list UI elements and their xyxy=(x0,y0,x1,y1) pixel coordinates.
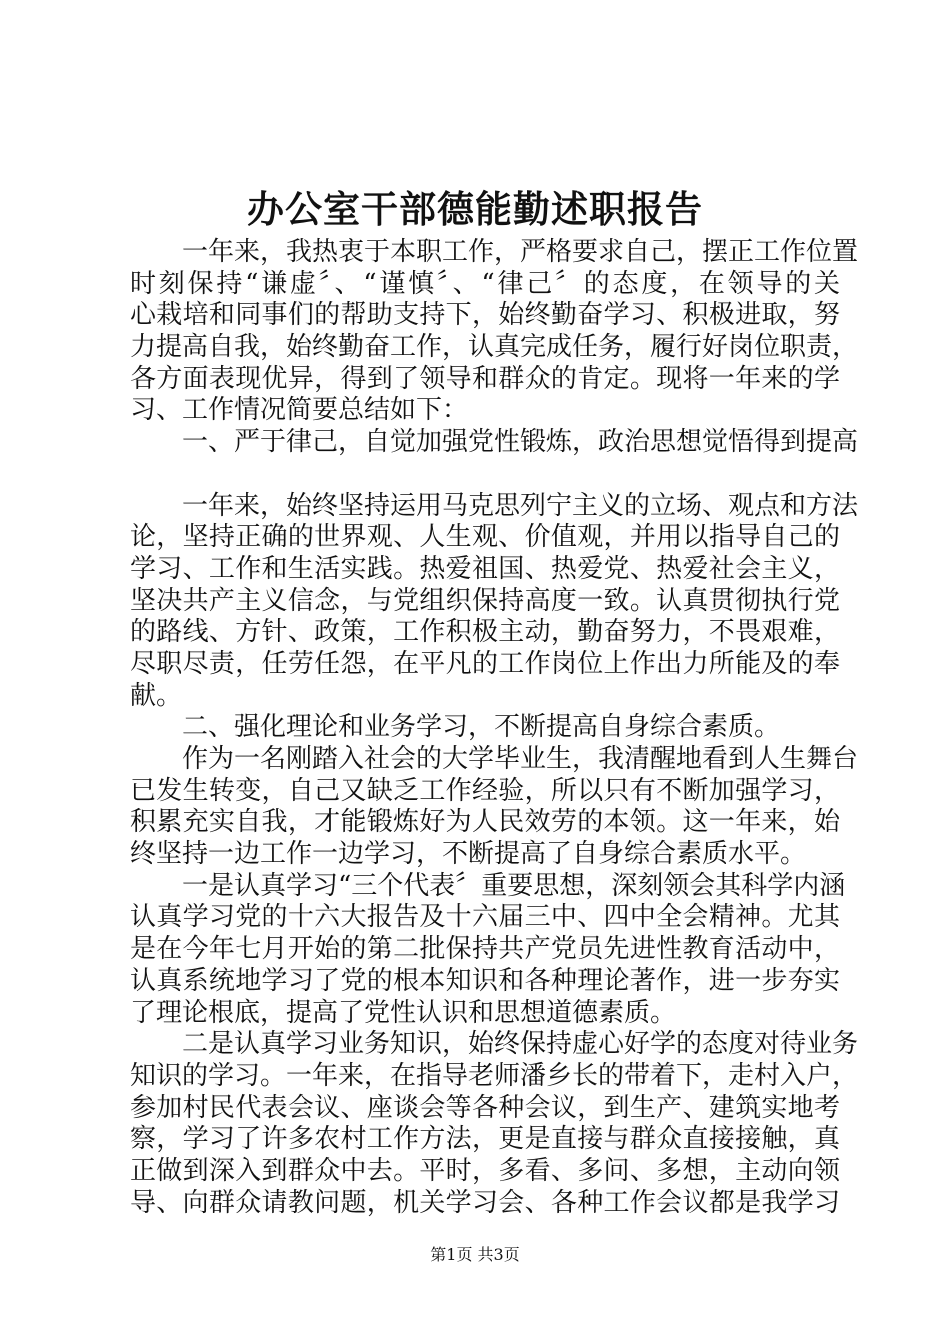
text-line: 坚决共产主义信念，与党组织保持高度一致。认真贯彻执行党 xyxy=(130,585,840,616)
text-line: 认真学习党的十六大报告及十六届三中、四中全会精神。尤其 xyxy=(130,902,840,933)
section-heading: 一、严于律己，自觉加强党性锻炼，政治思想觉悟得到提高 xyxy=(182,427,859,458)
text-line: 各方面表现优异，得到了领导和群众的肯定。现将一年来的学 xyxy=(130,363,840,394)
text-line: 一年来，我热衷于本职工作，严格要求自己，摆正工作位置 xyxy=(182,237,859,267)
paragraph-gap xyxy=(130,459,840,491)
text-line: 尽职尽责，任劳任怨，在平凡的工作岗位上作出力所能及的奉 xyxy=(130,648,840,679)
text-line: 了理论根底，提高了党性认识和思想道德素质。 xyxy=(130,997,677,1028)
text-line: 一是认真学习“三个代表〞重要思想，深刻领会其科学内涵 xyxy=(182,870,846,901)
text-line: 是在今年七月开始的第二批保持共产党员先进性教育活动中， xyxy=(130,934,840,965)
text-line: 的路线、方针、政策，工作积极主动，勤奋努力，不畏艰难， xyxy=(130,617,840,648)
page-footer: 第1页 共3页 xyxy=(430,1245,520,1264)
text-line: 力提高自我，始终勤奋工作，认真完成任务，履行好岗位职责， xyxy=(130,332,859,363)
text-line: 正做到深入到群众中去。平时，多看、多问、多想，主动向领 xyxy=(130,1155,840,1186)
text-line: 已发生转变，自己又缺乏工作经验，所以只有不断加强学习， xyxy=(130,775,840,806)
text-line: 积累充实自我，才能锻炼好为人民效劳的本领。这一年来，始 xyxy=(130,807,840,838)
text-line: 学习、工作和生活实践。热爱祖国、热爱党、热爱社会主义， xyxy=(130,553,840,584)
text-line: 一年来，始终坚持运用马克思列宁主义的立场、观点和方法 xyxy=(182,490,859,521)
text-line: 察，学习了许多农村工作方法，更是直接与群众直接接触，真 xyxy=(130,1124,840,1155)
text-line: 二是认真学习业务知识，始终保持虚心好学的态度对待业务 xyxy=(182,1029,859,1060)
text-line: 作为一名刚踏入社会的大学毕业生，我清醒地看到人生舞台 xyxy=(182,744,859,774)
text-line: 知识的学习。一年来，在指导老师潘乡长的带着下，走村入户， xyxy=(130,1060,859,1091)
text-line: 参加村民代表会议、座谈会等各种会议，到生产、建筑实地考 xyxy=(130,1092,840,1123)
text-line: 论，坚持正确的世界观、人生观、价值观，并用以指导自己的 xyxy=(130,522,840,553)
text-line: 心栽培和同事们的帮助支持下，始终勤奋学习、积极进取，努 xyxy=(130,300,840,331)
text-line: 时刻保持“谦虚〞、“谨慎〞、“律己〞的态度，在领导的关 xyxy=(130,268,840,299)
text-line: 习、工作情况简要总结如下： xyxy=(130,395,469,426)
document-title: 办公室干部德能勤述职报告 xyxy=(247,187,703,231)
text-line: 终坚持一边工作一边学习，不断提高了自身综合素质水平。 xyxy=(130,839,807,870)
section-heading: 二、强化理论和业务学习，不断提高自身综合素质。 xyxy=(182,712,781,743)
text-line: 导、向群众请教问题，机关学习会、各种工作会议都是我学习 xyxy=(130,1187,840,1218)
document-body xyxy=(130,237,859,1219)
text-line: 献。 xyxy=(130,680,183,711)
text-line: 认真系统地学习了党的根本知识和各种理论著作，进一步夯实 xyxy=(130,965,840,996)
